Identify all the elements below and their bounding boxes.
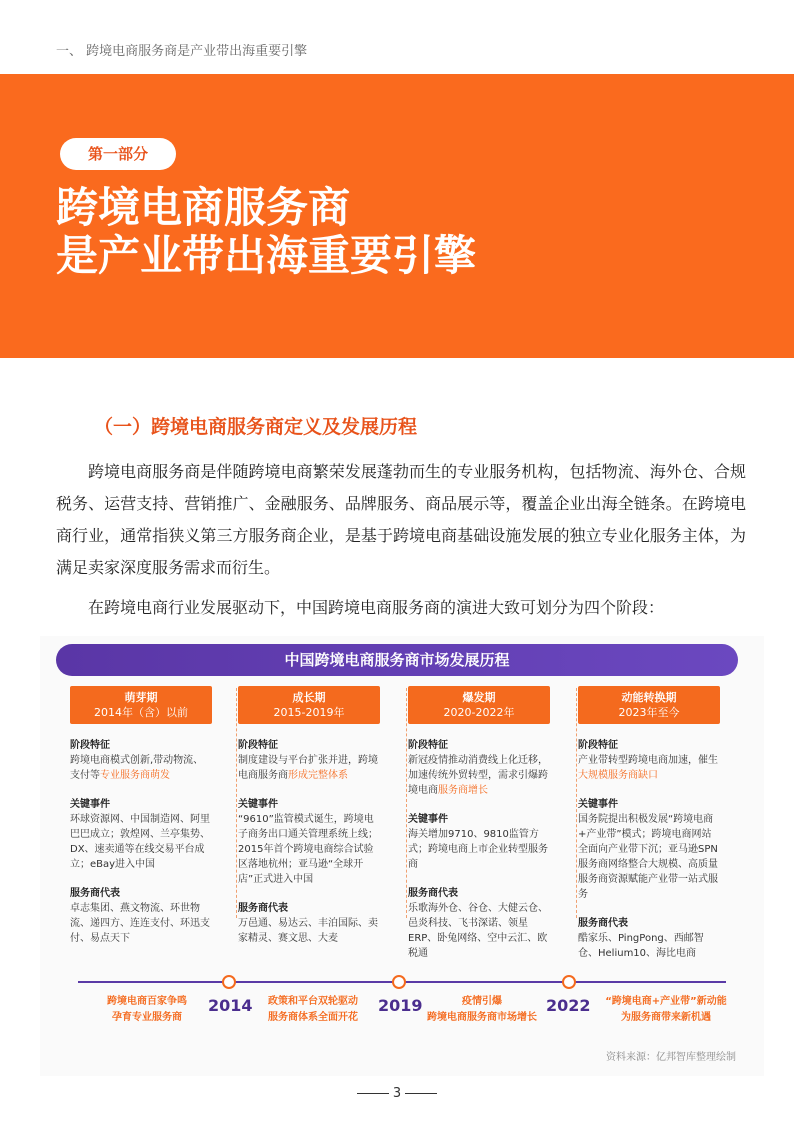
features-highlight: 服务商增长 <box>438 785 488 796</box>
events-text: “9610”监管模式诞生，跨境电子商务出口通关管理系统上线；2015年首个跨境电商综合试验区落地杭州；亚马逊“全球开店”正式进入中国 <box>238 814 378 885</box>
stage-divider <box>576 688 577 918</box>
features-label: 阶段特征 <box>238 740 278 751</box>
timeline-note-line: 跨境电商服务商市场增长 <box>427 1012 537 1023</box>
timeline-year: 2019 <box>378 996 423 1015</box>
stage-years: 2015-2019年 <box>273 706 345 719</box>
events-text: 国务院提出积极发展“跨境电商+产业带”模式；跨境电商网站全面向产业带下沉；亚马逊SPN服务商网络整合大规模、高质量服务商资源赋能产业带一站式服务 <box>578 814 718 900</box>
stage-events <box>238 797 380 887</box>
reps-label: 服务商代表 <box>70 888 120 899</box>
timeline-note-line: 孕育专业服务商 <box>112 1012 182 1023</box>
stage-events <box>408 812 550 872</box>
chapter-banner <box>0 74 794 358</box>
stage-representatives <box>238 901 380 946</box>
chapter-title <box>56 184 476 280</box>
features-text: 跨境电商模式创新,带动物流、支付等 <box>70 755 204 781</box>
stage-name: 爆发期 <box>462 691 496 704</box>
events-label: 关键事件 <box>70 799 110 810</box>
reps-text: 酷家乐、PingPong、西邮智仓、Helium10、海比电商 <box>578 933 704 959</box>
features-highlight: 形成完整体系 <box>288 770 348 781</box>
stage-column <box>238 686 380 946</box>
features-text: 新冠疫情推动消费线上化迁移，加速传统外贸转型，需求引爆跨境电商 <box>408 755 548 796</box>
features-text: 制度建设与平台扩张并进，跨境电商服务商 <box>238 755 378 781</box>
paragraph-stages-intro: 在跨境电商行业发展驱动下，中国跨境电商服务商的演进大致可划分为四个阶段： <box>88 598 665 617</box>
features-highlight: 专业服务商萌发 <box>100 770 170 781</box>
events-label: 关键事件 <box>408 814 448 825</box>
reps-label: 服务商代表 <box>238 903 288 914</box>
events-text: 海关增加9710、9810监管方式；跨境电商上市企业转型服务商 <box>408 829 548 870</box>
stage-features <box>70 738 212 783</box>
stage-column <box>578 686 720 961</box>
timeline-note-line: 疫情引爆 <box>462 996 502 1007</box>
features-label: 阶段特征 <box>408 740 448 751</box>
stage-representatives <box>578 916 720 961</box>
timeline-note-line: 服务商体系全面开花 <box>268 1012 358 1023</box>
timeline-year: 2014 <box>208 996 253 1015</box>
stage-column <box>70 686 212 946</box>
timeline-note-line: 为服务商带来新机遇 <box>621 1012 711 1023</box>
timeline-note <box>418 994 546 1026</box>
stage-name: 萌芽期 <box>124 691 158 704</box>
stage-years: 2023年至今 <box>618 706 680 719</box>
stage-features <box>578 738 720 783</box>
events-text: 环球资源网、中国制造网、阿里巴巴成立；敦煌网、兰亭集势、DX、速卖通等在线交易平台成立；eBay进入中国 <box>70 814 210 870</box>
timeline-note <box>254 994 372 1026</box>
timeline-dot <box>562 975 576 989</box>
features-highlight: 大规模服务商缺口 <box>578 770 658 781</box>
timeline-note <box>92 994 202 1026</box>
stage-header <box>238 686 380 724</box>
stage-representatives <box>408 886 550 961</box>
development-history-figure <box>40 636 764 1076</box>
timeline-note-line: “跨境电商+产业带”新动能 <box>605 996 727 1007</box>
paragraph-definition: 跨境电商服务商是伴随跨境电商繁荣发展蓬勃而生的专业服务机构，包括物流、海外仓、合规税务、运营支持、营销推广、金融服务、品牌服务、商品展示等，覆盖企业出海全链条。在跨境电商行业，通常指狭义第三方服务商企业，是基于跨境电商基础设施发展的独立专业化服务主体，为满足卖家深度服务需求而衍生。 <box>56 462 746 577</box>
stage-name: 成长期 <box>292 691 326 704</box>
timeline-note <box>588 994 744 1026</box>
timeline-year: 2022 <box>546 996 591 1015</box>
stage-years: 2014年（含）以前 <box>94 706 188 719</box>
reps-text: 卓志集团、燕文物流、环世物流、递四方、连连支付、环迅支付、易点天下 <box>70 903 210 944</box>
stage-features <box>408 738 550 798</box>
stage-name: 动能转换期 <box>621 691 677 704</box>
page-number <box>0 1086 794 1101</box>
stage-divider <box>236 688 237 918</box>
chapter-title-line1: 跨境电商服务商 <box>56 183 351 232</box>
events-label: 关键事件 <box>238 799 278 810</box>
timeline-dot <box>392 975 406 989</box>
stage-column <box>408 686 550 961</box>
reps-label: 服务商代表 <box>578 918 628 929</box>
timeline-note-line: 政策和平台双轮驱动 <box>268 996 358 1007</box>
stage-years: 2020-2022年 <box>443 706 515 719</box>
running-head: 一、 跨境电商服务商是产业带出海重要引擎 <box>56 44 308 59</box>
figure-source: 资料来源：亿邦智库整理绘制 <box>606 1052 736 1063</box>
features-label: 阶段特征 <box>578 740 618 751</box>
stage-events <box>70 797 212 872</box>
events-label: 关键事件 <box>578 799 618 810</box>
reps-label: 服务商代表 <box>408 888 458 899</box>
features-text: 产业带转型跨境电商加速，催生 <box>578 755 718 766</box>
stage-header <box>408 686 550 724</box>
reps-text: 万邑通、易达云、丰泊国际、卖家精灵、赛文思、大麦 <box>238 918 378 944</box>
figure-title: 中国跨境电商服务商市场发展历程 <box>56 644 738 676</box>
part-label: 第一部分 <box>60 138 176 170</box>
page-number-text: 3 <box>392 1086 402 1101</box>
features-label: 阶段特征 <box>70 740 110 751</box>
stage-header <box>70 686 212 724</box>
stage-divider <box>406 688 407 918</box>
timeline-note-line: 跨境电商百家争鸣 <box>107 996 187 1007</box>
chapter-title-line2: 是产业带出海重要引擎 <box>56 231 477 280</box>
stage-header <box>578 686 720 724</box>
timeline-dot <box>222 975 236 989</box>
reps-text: 乐歌海外仓、谷仓、大健云仓、邑炎科技、飞书深诺、领星ERP、卧兔网络、空中云汇、欧税通 <box>408 903 548 959</box>
stage-features <box>238 738 380 783</box>
section-title: （一）跨境电商服务商定义及发展历程 <box>94 416 418 438</box>
stage-representatives <box>70 886 212 946</box>
stage-events <box>578 797 720 902</box>
